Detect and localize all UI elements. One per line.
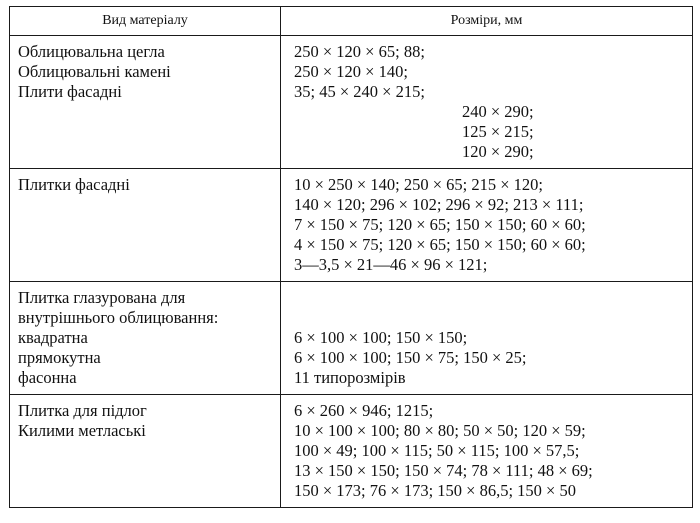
sizes-line: 4 × 150 × 75; 120 × 65; 150 × 150; 60 × 60; — [294, 235, 586, 254]
material-line: Плитки фасадні — [18, 175, 130, 194]
sizes-line: 10 × 250 × 140; 250 × 65; 215 × 120; — [294, 175, 543, 194]
material-cell — [10, 395, 281, 508]
sizes-line: 35; 45 × 240 × 215; — [294, 82, 425, 101]
material-line: Облицювальні камені — [18, 62, 171, 81]
sizes-line: 13 × 150 × 150; 150 × 74; 78 × 111; 48 × 69; — [294, 461, 593, 480]
header-sizes: Розміри, мм — [281, 7, 693, 36]
sizes-line: 120 × 290; — [462, 142, 534, 161]
material-cell — [10, 282, 281, 395]
sizes-line: 11 типорозмірів — [294, 368, 406, 387]
sizes-line: 6 × 260 × 946; 1215; — [294, 401, 434, 420]
material-line: Килими метлаські — [18, 421, 146, 440]
sizes-line: 150 × 173; 76 × 173; 150 × 86,5; 150 × 50 — [294, 481, 576, 500]
header-material: Вид матеріалу — [10, 7, 281, 36]
sizes-line: 100 × 49; 100 × 115; 50 × 115; 100 × 57,5; — [294, 441, 580, 460]
material-line: внутрішнього облицювання: — [18, 308, 219, 327]
material-line: Плитка для підлог — [18, 401, 147, 420]
sizes-cell — [281, 282, 693, 395]
material-line: Облицювальна цегла — [18, 42, 165, 61]
table-row — [10, 395, 693, 508]
materials-table — [9, 6, 693, 508]
sizes-line: 240 × 290; — [462, 102, 534, 121]
table-row — [10, 36, 693, 169]
sizes-line: 6 × 100 × 100; 150 × 150; — [294, 328, 468, 347]
sizes-line: 125 × 215; — [462, 122, 534, 141]
material-cell — [10, 169, 281, 282]
sizes-spacer — [294, 288, 692, 328]
material-line: Плити фасадні — [18, 82, 122, 101]
material-cell — [10, 36, 281, 169]
material-line: прямокутна — [18, 348, 101, 367]
sizes-line: 7 × 150 × 75; 120 × 65; 150 × 150; 60 × 60; — [294, 215, 586, 234]
sizes-cell — [281, 36, 693, 169]
sizes-line: 250 × 120 × 65; 88; — [294, 42, 425, 61]
sizes-line: 140 × 120; 296 × 102; 296 × 92; 213 × 111; — [294, 195, 584, 214]
table-header-row — [10, 7, 693, 36]
sizes-line: 10 × 100 × 100; 80 × 80; 50 × 50; 120 × 59; — [294, 421, 586, 440]
sizes-line: 6 × 100 × 100; 150 × 75; 150 × 25; — [294, 348, 527, 367]
material-line: квадратна — [18, 328, 88, 347]
material-line: фасонна — [18, 368, 77, 387]
sizes-line: 3—3,5 × 21—46 × 96 × 121; — [294, 255, 488, 274]
table-row — [10, 282, 693, 395]
table-row — [10, 169, 693, 282]
sizes-line: 250 × 120 × 140; — [294, 62, 408, 81]
sizes-cell — [281, 395, 693, 508]
sizes-cell — [281, 169, 693, 282]
material-line: Плитка глазурована для — [18, 288, 186, 307]
